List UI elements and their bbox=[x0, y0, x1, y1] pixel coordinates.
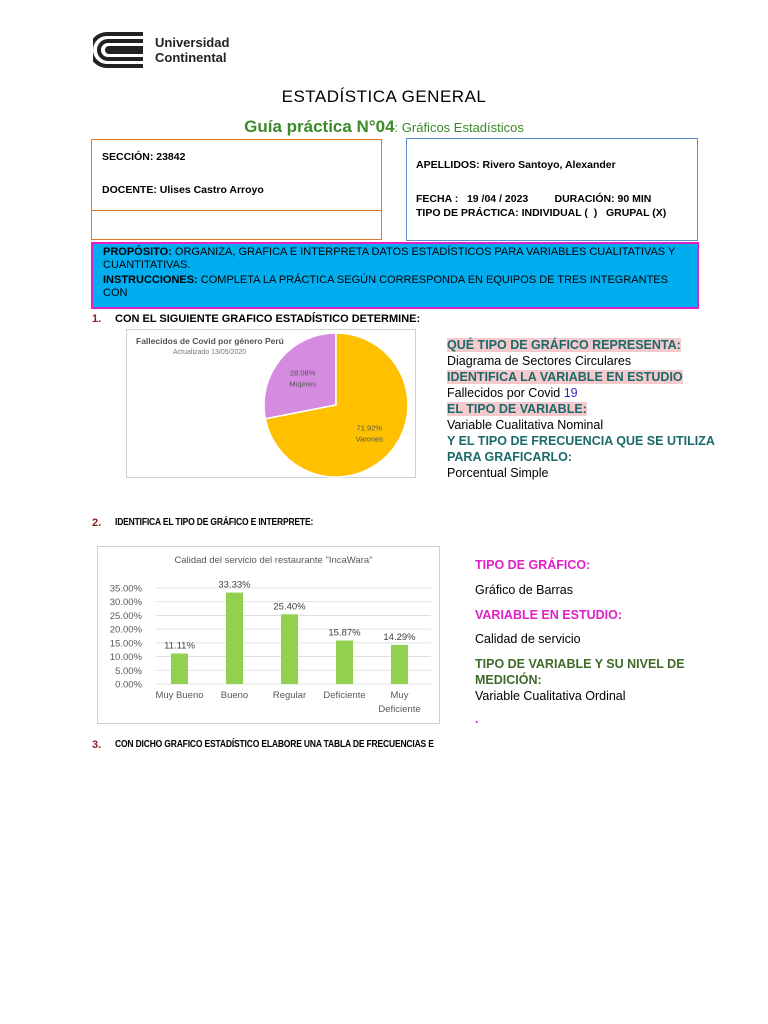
y-tick-label: 30.00% bbox=[109, 597, 142, 609]
logo-line-1: Universidad bbox=[155, 35, 230, 50]
bar-data-label: 14.29% bbox=[383, 631, 416, 643]
q2-label-variable-type-2: MEDICIÓN: bbox=[475, 673, 542, 687]
q1-heading: CON EL SIGUIENTE GRAFICO ESTADÍSTICO DETERMINE: bbox=[115, 313, 421, 325]
purpose-label: PROPÓSITO: bbox=[103, 246, 172, 258]
student-surnames: APELLIDOS: Rivero Santoyo, Alexander bbox=[416, 159, 616, 171]
instructions-body: COMPLETA LA PRÁCTICA SEGÚN CORRESPONDA EN EQUIPOS DE TRES INTEGRANTES CON bbox=[103, 274, 668, 299]
pie-label-value: 71.92% bbox=[356, 423, 383, 433]
y-tick-label: 5.00% bbox=[115, 665, 142, 677]
q3-heading: CON DICHO GRAFICO ESTADÍSTICO ELABORE UNA TABLA DE FRECUENCIAS E bbox=[115, 739, 434, 750]
q1-answer-frequency: Porcentual Simple bbox=[447, 466, 549, 480]
q1-answer-variable bbox=[447, 385, 715, 401]
y-tick-label: 25.00% bbox=[109, 610, 142, 622]
document-subtitle bbox=[0, 117, 768, 137]
pie-label-name: Mujeres bbox=[289, 379, 316, 389]
instructions-label: INSTRUCCIONES: bbox=[103, 274, 198, 286]
q2-answer-graph-type: Gráfico de Barras bbox=[475, 583, 573, 597]
purpose-box bbox=[91, 242, 699, 309]
x-tick-label: Muy Bueno bbox=[155, 690, 204, 701]
instructions-text bbox=[103, 274, 687, 300]
purpose-body: ORGANIZA, GRAFICA E INTERPRETA DATOS ESTADÍSTICOS PARA VARIABLES CUALITATIVAS Y CUANTITATIVAS. bbox=[103, 246, 676, 271]
y-tick-label: 0.00% bbox=[115, 679, 142, 691]
q1-answers bbox=[447, 337, 715, 481]
y-tick-label: 10.00% bbox=[109, 652, 142, 664]
bar bbox=[226, 593, 243, 684]
q2-label-variable: VARIABLE EN ESTUDIO: bbox=[475, 608, 622, 622]
q2-trailing-dot: . bbox=[475, 712, 479, 726]
x-tick-label: Muy Deficiente bbox=[378, 690, 421, 715]
q2-heading: IDENTIFICA EL TIPO DE GRÁFICO E INTERPRETE: bbox=[115, 517, 314, 528]
x-tick-label: Deficiente bbox=[323, 690, 366, 701]
bar-data-label: 33.33% bbox=[218, 579, 251, 591]
bar bbox=[336, 640, 353, 684]
q1-label-graph-type: QUÉ TIPO DE GRÁFICO REPRESENTA: bbox=[447, 338, 681, 352]
q1-answer-variable-type: Variable Cualitativa Nominal bbox=[447, 418, 604, 432]
pie-chart-subtitle: Actualizado 13/05/2020 bbox=[173, 349, 247, 356]
bar-chart-title: Calidad del servicio del restaurante "IncaWara" bbox=[174, 555, 373, 566]
section-info-box-lower bbox=[91, 210, 382, 240]
bar-data-label: 15.87% bbox=[328, 627, 361, 639]
guide-topic: : Gráficos Estadísticos bbox=[394, 120, 524, 135]
bar-data-label: 11.11% bbox=[164, 640, 195, 652]
teacher-name: DOCENTE: Ulises Castro Arroyo bbox=[102, 184, 264, 196]
guide-number: Guía práctica N°04 bbox=[244, 117, 395, 136]
bar bbox=[391, 645, 408, 684]
q2-label-variable-type-1: TIPO DE VARIABLE Y SU NIVEL DE bbox=[475, 657, 685, 671]
student-info-box bbox=[406, 138, 698, 241]
q1-label-frequency-1: Y EL TIPO DE FRECUENCIA QUE SE UTILIZA bbox=[447, 434, 715, 448]
x-tick-label: Regular bbox=[272, 690, 307, 701]
q1-answer-variable-num: 19 bbox=[563, 386, 578, 400]
pie-chart-title: Fallecidos de Covid por género Perú bbox=[136, 336, 284, 346]
y-tick-label: 20.00% bbox=[109, 624, 142, 636]
pie-label-value: 28.08% bbox=[289, 368, 316, 378]
date-duration: FECHA : 19 /04 / 2023 DURACIÓN: 90 MIN bbox=[416, 193, 652, 205]
q1-label-variable-type: EL TIPO DE VARIABLE: bbox=[447, 402, 587, 416]
section-info-box bbox=[91, 139, 382, 211]
q1-answer-graph-type: Diagrama de Sectores Circulares bbox=[447, 354, 632, 368]
practice-type: TIPO DE PRÁCTICA: INDIVIDUAL ( ) GRUPAL (X) bbox=[416, 207, 667, 219]
bar-data-label: 25.40% bbox=[273, 601, 306, 613]
bar bbox=[171, 654, 188, 684]
q2-answer-variable-type: Variable Cualitativa Ordinal bbox=[475, 689, 626, 703]
purpose-text bbox=[103, 246, 687, 272]
bar-chart bbox=[98, 547, 441, 725]
y-tick-label: 35.00% bbox=[109, 583, 142, 595]
q1-number: 1. bbox=[92, 313, 102, 325]
x-tick-label: Bueno bbox=[220, 690, 249, 701]
pie-label-name: Varones bbox=[355, 434, 384, 444]
section-number: SECCIÓN: 23842 bbox=[102, 151, 186, 163]
q3-number: 3. bbox=[92, 739, 102, 751]
q2-number: 2. bbox=[92, 517, 102, 529]
bar-chart-frame bbox=[97, 546, 440, 724]
logo-mark-icon bbox=[93, 30, 147, 70]
q1-answer-variable-text: Fallecidos por Covid bbox=[447, 386, 564, 400]
pie-chart bbox=[127, 330, 417, 479]
document-title: ESTADÍSTICA GENERAL bbox=[281, 87, 487, 106]
pie-chart-frame bbox=[126, 329, 416, 478]
q1-label-variable: IDENTIFICA LA VARIABLE EN ESTUDIO bbox=[447, 370, 683, 384]
university-logo bbox=[93, 30, 243, 70]
q2-answer-variable: Calidad de servicio bbox=[475, 632, 581, 646]
q1-label-frequency-2: PARA GRAFICARLO: bbox=[447, 450, 572, 464]
y-tick-label: 15.00% bbox=[109, 638, 142, 650]
q2-label-graph-type: TIPO DE GRÁFICO: bbox=[475, 558, 591, 572]
bar bbox=[281, 614, 298, 684]
logo-line-2: Continental bbox=[155, 50, 227, 65]
